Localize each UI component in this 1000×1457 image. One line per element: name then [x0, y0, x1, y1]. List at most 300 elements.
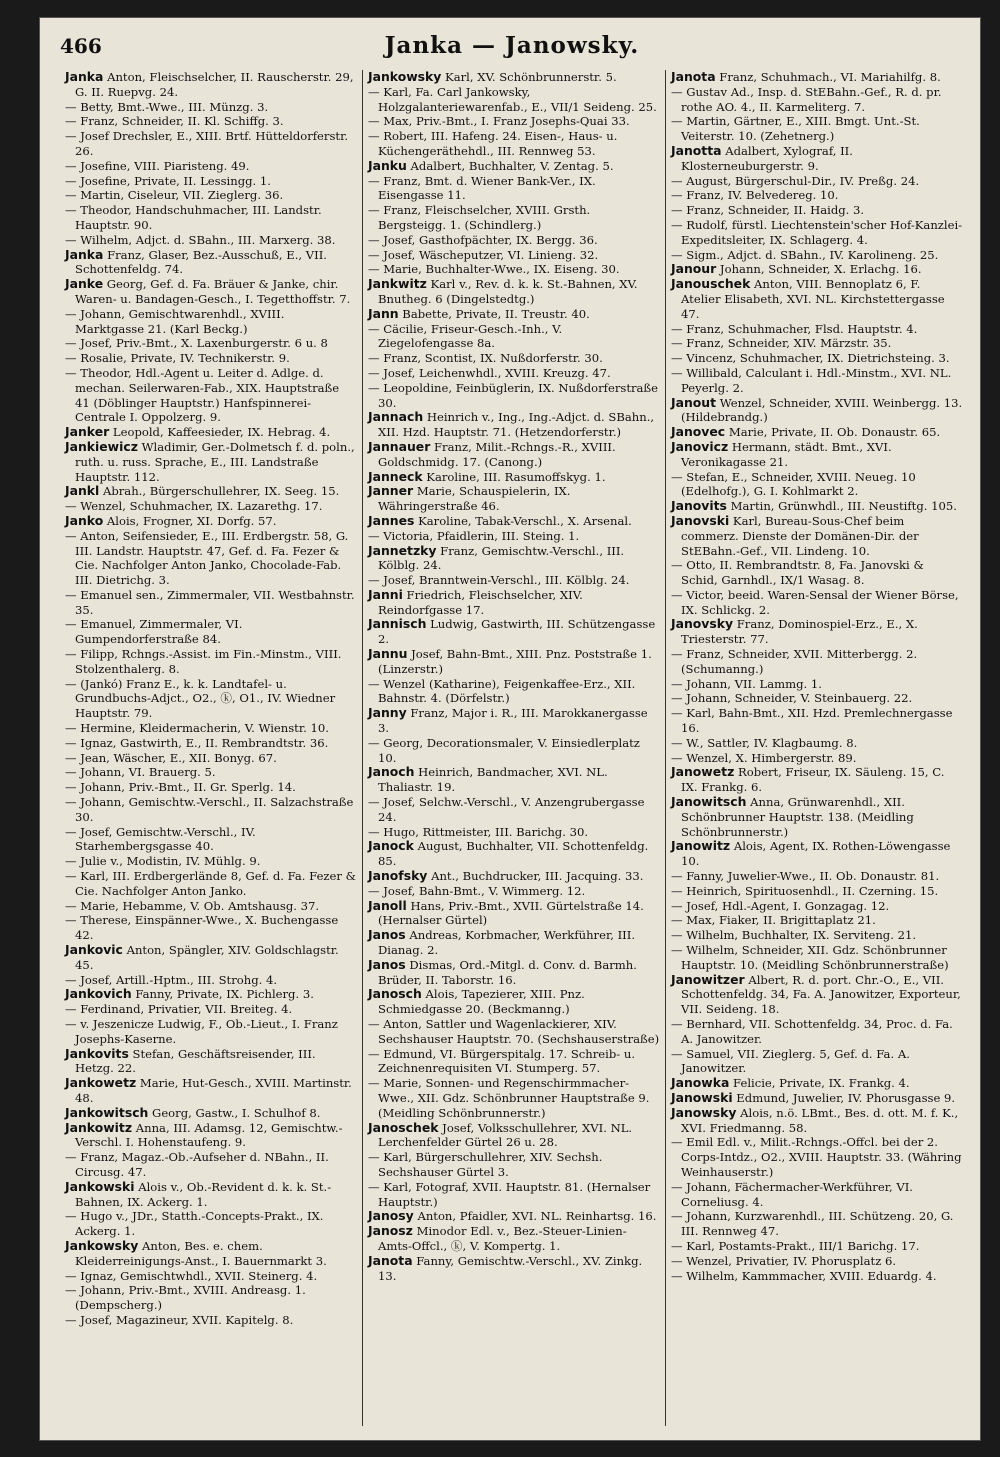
entry-details: — Anton, Seifensieder, E., III. Erdbergstr. 58, G. III. Landstr. Hauptstr. 47, Gef. d. Fa. Fezer & Cie. Nachfolger Anton Janko, Chocolade-Fab. III. Dietrichg. 3. — [65, 528, 349, 588]
directory-entry — [671, 973, 963, 1017]
entry-details: Hans, Priv.-Bmt., XVII. Gürtelstraße 14. (Hernalser Gürtel) — [378, 898, 644, 928]
entry-details: Johann, Schneider, X. Erlachg. 16. — [716, 262, 922, 277]
entry-details: Anton, Bes. e. chem. Kleiderreinigungs-Anst., I. Bauernmarkt 3. — [75, 1238, 327, 1268]
entry-details: — Ignaz, Gastwirth, E., II. Rembrandtstr. 36. — [65, 735, 329, 750]
entry-details: — Franz, Schneider, II. Haidg. 3. — [671, 203, 865, 218]
directory-entry — [368, 765, 660, 795]
entry-surname: Janovits — [671, 498, 727, 514]
directory-entry — [65, 1150, 357, 1180]
entry-surname: Jankowsky — [65, 1237, 139, 1253]
page-header — [60, 28, 964, 68]
entry-surname: Janner — [368, 483, 414, 499]
directory-entry — [65, 70, 357, 100]
directory-entry — [368, 899, 660, 929]
directory-entry — [368, 1224, 660, 1254]
directory-entry — [65, 854, 357, 869]
entry-surname: Janovsky — [671, 616, 734, 632]
directory-entry — [65, 440, 357, 484]
directory-entry — [65, 336, 357, 351]
directory-entry — [368, 617, 660, 647]
entry-details: — Johann, VI. Brauerg. 5. — [65, 765, 216, 780]
entry-details: — Karl, Bürgerschullehrer, XIV. Sechsh. Sechshauser Gürtel 3. — [368, 1150, 603, 1179]
entry-details: — Otto, II. Rembrandtstr. 8, Fa. Janovski & Schid, Garnhdl., IX/1 Wasag. 8. — [671, 558, 924, 588]
directory-entry — [368, 1180, 660, 1210]
entry-details: — Josef, Bahn-Bmt., V. Wimmerg. 12. — [368, 883, 586, 898]
directory-entry — [65, 529, 357, 588]
entry-surname: Janock — [368, 838, 414, 854]
directory-entry — [65, 351, 357, 366]
entry-surname: Janneck — [368, 468, 423, 484]
directory-entry — [65, 188, 357, 203]
directory-entry — [671, 884, 963, 899]
directory-entry — [671, 928, 963, 943]
entry-details: — v. Jeszenicze Ludwig, F., Ob.-Lieut., I. Franz Josephs-Kaserne. — [65, 1017, 338, 1046]
entry-details: — August, Bürgerschul-Dir., IV. Preßg. 24. — [671, 173, 920, 188]
entry-details: — Karl, III. Erdbergerlände 8, Gef. d. Fa. Fezer & Cie. Nachfolger Anton Janko. — [65, 869, 356, 898]
directory-entry — [368, 1121, 660, 1151]
entry-details: Albert, R. d. port. Chr.-O., E., VII. Schottenfeldg. 34, Fa. A. Janowitzer, Exporteur, VII. Seideng. 18. — [681, 972, 961, 1017]
entry-details: — Jean, Wäscher, E., XII. Bonyg. 67. — [65, 750, 277, 765]
directory-entry — [671, 351, 963, 366]
entry-surname: Janosy — [368, 1208, 414, 1224]
directory-entry — [368, 366, 660, 381]
entry-details: — Betty, Bmt.-Wwe., III. Münzg. 3. — [65, 99, 269, 114]
directory-entry — [368, 114, 660, 129]
entry-details: Karl, Bureau-Sous-Chef beim commerz. Dienste der Domänen-Dir. der StEBahn.-Gef., VII. Lindeng. 10. — [681, 513, 919, 558]
entry-details: Fanny, Gemischtw.-Verschl., XV. Zinkg. 13. — [378, 1253, 643, 1283]
directory-entry — [368, 1076, 660, 1120]
directory-entry — [671, 1135, 963, 1179]
directory-entry — [671, 322, 963, 337]
directory-entry — [671, 869, 963, 884]
directory-entry — [671, 366, 963, 396]
directory-entry — [368, 262, 660, 277]
entry-details: Franz, Gemischtw.-Verschl., III. Kölblg. 24. — [378, 543, 625, 573]
entry-surname: Janku — [368, 157, 407, 173]
entry-surname: Jankowitz — [65, 1119, 133, 1135]
directory-entry — [368, 839, 660, 869]
entry-surname: Janoch — [368, 764, 415, 780]
entry-surname: Janouschek — [671, 276, 751, 292]
entry-surname: Jankovits — [65, 1045, 129, 1061]
directory-entry — [671, 1254, 963, 1269]
entry-details: — Josef, Gemischtw.-Verschl., IV. Starhembergsgasse 40. — [65, 824, 256, 854]
entry-surname: Janko — [65, 512, 104, 528]
entry-details: Leopold, Kaffeesieder, IX. Hebrag. 4. — [109, 425, 331, 440]
directory-entry — [671, 558, 963, 588]
entry-details: — Johann, Gemischtwarenhdl., XVIII. Marktgasse 21. (Karl Beckg.) — [65, 306, 285, 336]
entry-details: — Franz, Schneider, XVII. Mitterbergg. 2. (Schumanng.) — [671, 647, 918, 676]
directory-entry — [671, 174, 963, 189]
directory-entry — [65, 765, 357, 780]
entry-details: Stefan, Geschäftsreisender, III. Hetzg. 22. — [75, 1046, 316, 1076]
directory-entry — [65, 795, 357, 825]
entry-surname: Janni — [368, 586, 403, 602]
directory-entry — [65, 1209, 357, 1239]
entry-surname: Janke — [65, 276, 104, 292]
entry-surname: Jankovich — [65, 986, 132, 1002]
entry-details: Josef, Volksschullehrer, XVI. NL. Lerchenfelder Gürtel 26 u. 28. — [378, 1120, 633, 1150]
directory-entry — [65, 1121, 357, 1151]
directory-entry — [65, 159, 357, 174]
directory-entry — [65, 751, 357, 766]
directory-entry — [65, 736, 357, 751]
entry-details: Karl v., Rev. d. k. k. St.-Bahnen, XV. Bnutheg. 6 (Dingelstedtg.) — [378, 277, 638, 306]
entry-details: Edmund, Juwelier, IV. Phorusgasse 9. — [732, 1090, 956, 1105]
entry-details: — Fanny, Juwelier-Wwe., II. Ob. Donaustr. 81. — [671, 869, 940, 884]
directory-page — [40, 18, 980, 1440]
columns — [60, 70, 968, 1426]
directory-entry — [65, 129, 357, 159]
entry-details: Marie, Hut-Gesch., XVIII. Martinstr. 48. — [75, 1076, 352, 1105]
entry-surname: Jankovic — [65, 942, 123, 958]
directory-entry — [368, 85, 660, 115]
directory-entry — [671, 1091, 963, 1106]
directory-entry — [671, 1269, 963, 1284]
entry-details: — Cäcilie, Friseur-Gesch.-Inh., V. Ziegelofengasse 8a. — [368, 321, 563, 351]
directory-entry — [65, 943, 357, 973]
directory-entry — [671, 588, 963, 618]
entry-details: Adalbert, Xylograf, II. Klosterneuburgerstr. 9. — [681, 143, 853, 173]
entry-details: Alois, Agent, IX. Rothen-Löwengasse 10. — [681, 839, 951, 869]
directory-entry — [671, 1017, 963, 1047]
entry-details: — Hugo v., JDr., Statth.-Concepts-Prakt., IX. Ackerg. 1. — [65, 1209, 324, 1239]
directory-entry — [65, 1106, 357, 1121]
entry-details: — Franz, Schneider, II. Kl. Schiffg. 3. — [65, 114, 284, 129]
entry-details: — Josef, Magazineur, XVII. Kapitelg. 8. — [65, 1312, 294, 1327]
entry-details: Franz, Dominospiel-Erz., E., X. Triesterstr. 77. — [681, 617, 918, 647]
entry-surname: Janker — [65, 424, 110, 440]
directory-entry — [671, 218, 963, 248]
entry-details: Abrah., Bürgerschullehrer, IX. Seeg. 15. — [99, 484, 340, 499]
entry-details: — Victoria, Pfaidlerin, III. Steing. 1. — [368, 528, 580, 543]
entry-details: — Marie, Hebamme, V. Ob. Amtshausg. 37. — [65, 898, 320, 913]
entry-details: — Josef, Gasthofpächter, IX. Bergg. 36. — [368, 232, 598, 247]
entry-details: Ant., Buchdrucker, III. Jacquing. 33. — [427, 869, 644, 884]
directory-entry — [368, 129, 660, 159]
entry-details: — Marie, Sonnen- und Regenschirmmacher-Wwe., XII. Gdz. Schönbrunner Hauptstraße 9. (Meidling Schönbrunnerstr.) — [368, 1076, 650, 1120]
entry-details: — Sigm., Adjct. d. SBahn., IV. Karolineng. 25. — [671, 247, 939, 262]
entry-surname: Janowsky — [671, 1104, 737, 1120]
directory-entry — [368, 159, 660, 174]
entry-details: Heinrich v., Ing., Ing.-Adjct. d. SBahn., XII. Hzd. Hauptstr. 71. (Hetzendorferstr.) — [378, 410, 655, 440]
entry-details: Wenzel, Schneider, XVIII. Weinbergg. 13. (Hildebrandg.) — [681, 395, 963, 425]
entry-details: — Karl, Fotograf, XVII. Hauptstr. 81. (Hernalser Hauptstr.) — [368, 1179, 651, 1209]
entry-details: — Wilhelm, Buchhalter, IX. Serviteng. 21. — [671, 928, 917, 943]
entry-details: — Julie v., Modistin, IV. Mühlg. 9. — [65, 854, 261, 869]
entry-details: — Josefine, VIII. Piaristeng. 49. — [65, 158, 250, 173]
running-title: Janka — Janowsky. — [384, 32, 640, 59]
entry-details: — Karl, Bahn-Bmt., XII. Hzd. Premlechnergasse 16. — [671, 706, 953, 736]
entry-details: Anna, III. Adamsg. 12, Gemischtw.-Verschl. I. Hohenstaufeng. 9. — [75, 1120, 343, 1150]
entry-details: — Theodor, Hdl.-Agent u. Leiter d. Adlge. d. mechan. Seilerwaren-Fab., XIX. Hauptstraße 41 (Döblinger Hauptstr.) Hanfspinnerei-Centrale I. Oppolzerg. 9. — [65, 365, 340, 425]
directory-entry — [368, 928, 660, 958]
directory-entry — [671, 1076, 963, 1091]
entry-surname: Jannauer — [368, 438, 431, 454]
entry-details: Felicie, Private, IX. Frankg. 4. — [729, 1076, 910, 1091]
entry-details: Wladimir, Ger.-Dolmetsch f. d. poln., ruth. u. russ. Sprache, E., III. Landstraße Hauptstr. 112. — [75, 439, 355, 484]
entry-details: — Josef, Artill.-Hptm., III. Strohg. 4. — [65, 972, 278, 987]
directory-entry — [65, 913, 357, 943]
entry-details: Minodor Edl. v., Bez.-Steuer-Linien-Amts-Offcl., ⓚ, V. Kompertg. 1. — [378, 1224, 627, 1253]
entry-details: Robert, Friseur, IX. Säuleng. 15, C. IX. Frankg. 6. — [681, 765, 945, 795]
entry-details: — Victor, beeid. Waren-Sensal der Wiener Börse, IX. Schlickg. 2. — [671, 587, 959, 617]
directory-entry — [368, 573, 660, 588]
directory-entry — [671, 617, 963, 647]
entry-details: — Emanuel sen., Zimmermaler, VII. Westbahnstr. 35. — [65, 587, 355, 617]
entry-surname: Janowski — [671, 1089, 733, 1105]
entry-details: Fanny, Private, IX. Pichlerg. 3. — [131, 987, 314, 1002]
entry-details: — Franz, Schuhmacher, Flsd. Hauptstr. 4. — [671, 321, 918, 336]
entry-details: Franz, Glaser, Bez.-Ausschuß, E., VII. Schottenfeldg. 74. — [75, 247, 327, 277]
entry-details: — Rudolf, fürstl. Liechtenstein'scher Hof-Kanzlei-Expeditsleiter, IX. Schlagerg. 4. — [671, 217, 963, 247]
directory-entry — [368, 677, 660, 707]
entry-surname: Janoll — [368, 897, 407, 913]
entry-details: Heinrich, Bandmacher, XVI. NL. Thaliastr. 19. — [378, 765, 608, 795]
directory-entry — [368, 1209, 660, 1224]
entry-details: Alois, Frogner, XI. Dorfg. 57. — [103, 513, 277, 528]
directory-entry — [671, 470, 963, 500]
entry-details: — Josef, Wäscheputzer, VI. Linieng. 32. — [368, 247, 599, 262]
directory-entry — [671, 765, 963, 795]
directory-entry — [368, 987, 660, 1017]
directory-entry — [671, 248, 963, 263]
directory-entry — [671, 114, 963, 144]
entry-details: — Josef, Hdl.-Agent, I. Gonzagag. 12. — [671, 898, 890, 913]
entry-details: — Johann, Gemischtw.-Verschl., II. Salzachstraße 30. — [65, 795, 354, 824]
entry-details: — Franz, Fleischselcher, XVIII. Grsth. Bergsteigg. 1. (Schindlerg.) — [368, 203, 591, 232]
entry-details: Ludwig, Gastwirth, III. Schützengasse 2. — [378, 617, 656, 647]
directory-entry — [368, 277, 660, 307]
directory-entry — [368, 884, 660, 899]
directory-entry — [65, 677, 357, 721]
entry-surname: Janour — [671, 261, 717, 277]
entry-surname: Jankwitz — [368, 276, 427, 292]
directory-entry — [65, 1047, 357, 1077]
directory-entry — [671, 277, 963, 321]
entry-details: Georg, Gastw., I. Schulhof 8. — [148, 1105, 321, 1120]
entry-surname: Janovec — [671, 424, 726, 440]
entry-details: — Wilhelm, Kammmacher, XVIII. Eduardg. 4. — [671, 1268, 937, 1283]
directory-entry — [368, 484, 660, 514]
entry-details: — Robert, III. Hafeng. 24. Eisen-, Haus- u. Küchengeräthehdl., III. Rennweg 53. — [368, 129, 618, 158]
entry-details: Martin, Grünwhdl., III. Neustiftg. 105. — [726, 499, 957, 514]
directory-entry — [368, 544, 660, 574]
directory-entry — [65, 1002, 357, 1017]
entry-details: — Wenzel, X. Himbergerstr. 89. — [671, 750, 857, 765]
entry-details: — Max, Fiaker, II. Brigittaplatz 21. — [671, 913, 876, 928]
directory-entry — [368, 1254, 660, 1284]
directory-entry — [368, 647, 660, 677]
entry-details: — Marie, Buchhalter-Wwe., IX. Eiseng. 30. — [368, 262, 620, 277]
entry-details: — Martin, Ciseleur, VII. Zieglerg. 36. — [65, 188, 284, 203]
entry-details: Dismas, Ord.-Mitgl. d. Conv. d. Barmh. Brüder, II. Taborstr. 16. — [378, 957, 637, 987]
directory-entry — [671, 499, 963, 514]
entry-details: — Josef, Selchw.-Verschl., V. Anzengrubergasse 24. — [368, 795, 645, 824]
directory-entry — [65, 233, 357, 248]
entry-details: — Johann, Kurzwarenhdl., III. Schützeng. 20, G. III. Rennweg 47. — [671, 1209, 954, 1239]
directory-entry — [671, 1209, 963, 1239]
directory-entry — [368, 869, 660, 884]
directory-entry — [671, 647, 963, 677]
entry-details: — Vincenz, Schuhmacher, IX. Dietrichsteing. 3. — [671, 351, 950, 366]
entry-surname: Jankowski — [65, 1178, 135, 1194]
entry-details: — Franz, Magaz.-Ob.-Aufseher d. NBahn., II. Circusg. 47. — [65, 1150, 329, 1179]
entry-details: Franz, Major i. R., III. Marokkanergasse 3. — [378, 706, 648, 736]
directory-entry — [368, 248, 660, 263]
directory-entry — [671, 839, 963, 869]
entry-surname: Janoschek — [368, 1119, 439, 1135]
directory-entry — [368, 514, 660, 529]
entry-details: Franz, Schuhmach., VI. Mariahilfg. 8. — [715, 70, 941, 84]
entry-details: — Franz, Scontist, IX. Nußdorferstr. 30. — [368, 351, 603, 366]
directory-entry — [671, 943, 963, 973]
directory-entry — [65, 1180, 357, 1210]
directory-entry — [65, 499, 357, 514]
entry-surname: Jannisch — [368, 616, 427, 632]
entry-details: — Hermine, Kleidermacherin, V. Wienstr. 10. — [65, 721, 329, 736]
directory-entry — [671, 425, 963, 440]
directory-entry — [65, 100, 357, 115]
directory-entry — [368, 1017, 660, 1047]
directory-entry — [65, 366, 357, 425]
directory-entry — [368, 795, 660, 825]
directory-entry — [368, 736, 660, 766]
directory-entry — [65, 1269, 357, 1284]
entry-details: Andreas, Korbmacher, Werkführer, III. Dianag. 2. — [378, 928, 636, 958]
entry-details: — Josef, Priv.-Bmt., X. Laxenburgerstr. 6 u. 8 — [65, 336, 328, 351]
entry-surname: Jannu — [368, 646, 408, 662]
directory-entry — [368, 825, 660, 840]
entry-details: — Johann, VII. Lammg. 1. — [671, 676, 822, 691]
directory-entry — [671, 899, 963, 914]
directory-entry — [368, 233, 660, 248]
directory-entry — [65, 114, 357, 129]
directory-entry — [671, 262, 963, 277]
directory-entry — [671, 1180, 963, 1210]
entry-details: — Franz, Schneider, XIV. Märzstr. 35. — [671, 336, 892, 351]
directory-entry — [368, 410, 660, 440]
directory-entry — [671, 336, 963, 351]
directory-entry — [368, 381, 660, 411]
entry-details: Babette, Private, II. Treustr. 40. — [398, 306, 590, 321]
entry-details: Karoline, Tabak-Verschl., X. Arsenal. — [414, 513, 632, 528]
entry-surname: Janotta — [671, 142, 722, 158]
entry-details: Anton, VIII. Bennoplatz 6, F. Atelier Elisabeth, XVI. NL. Kirchstettergasse 47. — [681, 277, 945, 321]
directory-entry — [368, 70, 660, 85]
directory-entry — [671, 1106, 963, 1136]
entry-surname: Jankowetz — [65, 1075, 137, 1091]
entry-details: Georg, Gef. d. Fa. Bräuer & Janke, chir. Waren- u. Bandagen-Gesch., I. Tegetthoffstr. 7. — [75, 277, 351, 306]
directory-entry — [671, 144, 963, 174]
entry-details: — Karl, Fa. Carl Jankowsky, Holzgalanteriewarenfab., E., VII/1 Seideng. 25. — [368, 84, 657, 114]
entry-details: Alois v., Ob.-Revident d. k. k. St.-Bahnen, IX. Ackerg. 1. — [75, 1179, 332, 1209]
entry-surname: Janowitzer — [671, 971, 745, 987]
directory-entry — [65, 899, 357, 914]
directory-entry — [671, 736, 963, 751]
entry-details: — Wenzel, Schuhmacher, IX. Lazarethg. 17. — [65, 499, 323, 514]
directory-entry — [368, 1047, 660, 1077]
directory-entry — [671, 677, 963, 692]
directory-entry — [368, 174, 660, 204]
entry-details: — Rosalie, Private, IV. Technikerstr. 9. — [65, 351, 290, 366]
directory-entry — [671, 706, 963, 736]
directory-entry — [65, 484, 357, 499]
directory-entry — [671, 396, 963, 426]
entry-surname: Janowitz — [671, 838, 731, 854]
directory-entry — [65, 307, 357, 337]
entry-surname: Janosz — [368, 1223, 413, 1239]
entry-details: Karl, XV. Schönbrunnerstr. 5. — [441, 70, 617, 84]
directory-entry — [368, 529, 660, 544]
entry-surname: Janofsky — [368, 868, 428, 884]
directory-entry — [65, 987, 357, 1002]
directory-entry — [368, 203, 660, 233]
entry-details: — Martin, Gärtner, E., XIII. Bmgt. Unt.-St. Veiterstr. 10. (Zehetnerg.) — [671, 114, 920, 144]
entry-details: — Heinrich, Spirituosenhdl., II. Czerning. 15. — [671, 883, 939, 898]
entry-details: Anton, Pfaidler, XVI. NL. Reinhartsg. 16. — [413, 1209, 657, 1224]
column-left — [60, 70, 362, 1426]
entry-details: — Josef, Branntwein-Verschl., III. Kölblg. 24. — [368, 573, 630, 588]
entry-details: — Josef Drechsler, E., XIII. Brtf. Hütteldorferstr. 26. — [65, 129, 349, 158]
directory-entry — [65, 780, 357, 795]
entry-details: — Wilhelm, Adjct. d. SBahn., III. Marxerg. 38. — [65, 232, 336, 247]
entry-details: Karoline, III. Rasumoffskyg. 1. — [422, 469, 606, 484]
entry-details: — Ignaz, Gemischtwhdl., XVII. Steinerg. 4. — [65, 1268, 318, 1283]
entry-details: — Johann, Fächermacher-Werkführer, VI. Corneliusg. 4. — [671, 1179, 913, 1209]
entry-surname: Jannach — [368, 409, 424, 425]
entry-details: Anton, Fleischselcher, II. Rauscherstr. 29, G. II. Ruepvg. 24. — [75, 70, 354, 99]
entry-details: — Stefan, E., Schneider, XVIII. Neueg. 10 (Edelhofg.), G. I. Kohlmarkt 2. — [671, 469, 916, 499]
entry-surname: Janout — [671, 394, 717, 410]
directory-entry — [368, 322, 660, 352]
entry-details: Josef, Bahn-Bmt., XIII. Pnz. Poststraße 1. (Linzerstr.) — [378, 647, 652, 676]
entry-surname: Janny — [368, 705, 407, 721]
entry-surname: Jann — [368, 305, 399, 321]
entry-surname: Janos — [368, 956, 406, 972]
entry-details: — Leopoldine, Feinbüglerin, IX. Nußdorferstraße 30. — [368, 380, 659, 410]
entry-details: — Johann, Priv.-Bmt., II. Gr. Sperlg. 14. — [65, 780, 296, 795]
directory-entry — [368, 440, 660, 470]
directory-entry — [671, 188, 963, 203]
directory-entry — [671, 913, 963, 928]
entry-details: Marie, Schauspielerin, IX. Währingerstraße 46. — [378, 484, 571, 514]
entry-details: — Anton, Sattler und Wagenlackierer, XIV. Sechshauser Hauptstr. 70. (Sechshauserstraße) — [368, 1017, 660, 1046]
entry-details: Alois, Tapezierer, XIII. Pnz. Schmiedgasse 20. (Beckmanng.) — [378, 987, 585, 1017]
entry-surname: Jannes — [368, 512, 415, 528]
directory-entry — [368, 1150, 660, 1180]
entry-surname: Janos — [368, 927, 406, 943]
directory-entry — [671, 514, 963, 558]
directory-entry — [671, 751, 963, 766]
entry-details: — Franz, Bmt. d. Wiener Bank-Ver., IX. Eisengasse 11. — [368, 173, 596, 203]
entry-details: — Emil Edl. v., Milit.-Rchngs.-Offcl. bei der 2. Corps-Intdz., O2., XVIII. Hauptstr. 33. (Währing Weinhauserstr.) — [671, 1135, 962, 1179]
entry-surname: Jankiewicz — [65, 438, 138, 454]
directory-entry — [65, 1283, 357, 1313]
directory-entry — [65, 277, 357, 307]
entry-details: — Max, Priv.-Bmt., I. Franz Josephs-Quai 33. — [368, 114, 630, 129]
directory-entry — [65, 1017, 357, 1047]
entry-details: — Bernhard, VII. Schottenfeldg. 34, Proc. d. Fa. A. Janowitzer. — [671, 1017, 953, 1046]
directory-entry — [368, 307, 660, 322]
directory-entry — [368, 351, 660, 366]
entry-details: — Edmund, VI. Bürgerspitalg. 17. Schreib- u. Zeichnenrequisiten VI. Stumperg. 57. — [368, 1046, 636, 1076]
directory-entry — [65, 973, 357, 988]
entry-details: — Franz, IV. Belvedereg. 10. — [671, 188, 839, 203]
entry-details: Hermann, städt. Bmt., XVI. Veronikagasse 21. — [681, 439, 892, 469]
entry-surname: Jankowsky — [368, 70, 442, 84]
entry-surname: Janowka — [671, 1075, 730, 1091]
